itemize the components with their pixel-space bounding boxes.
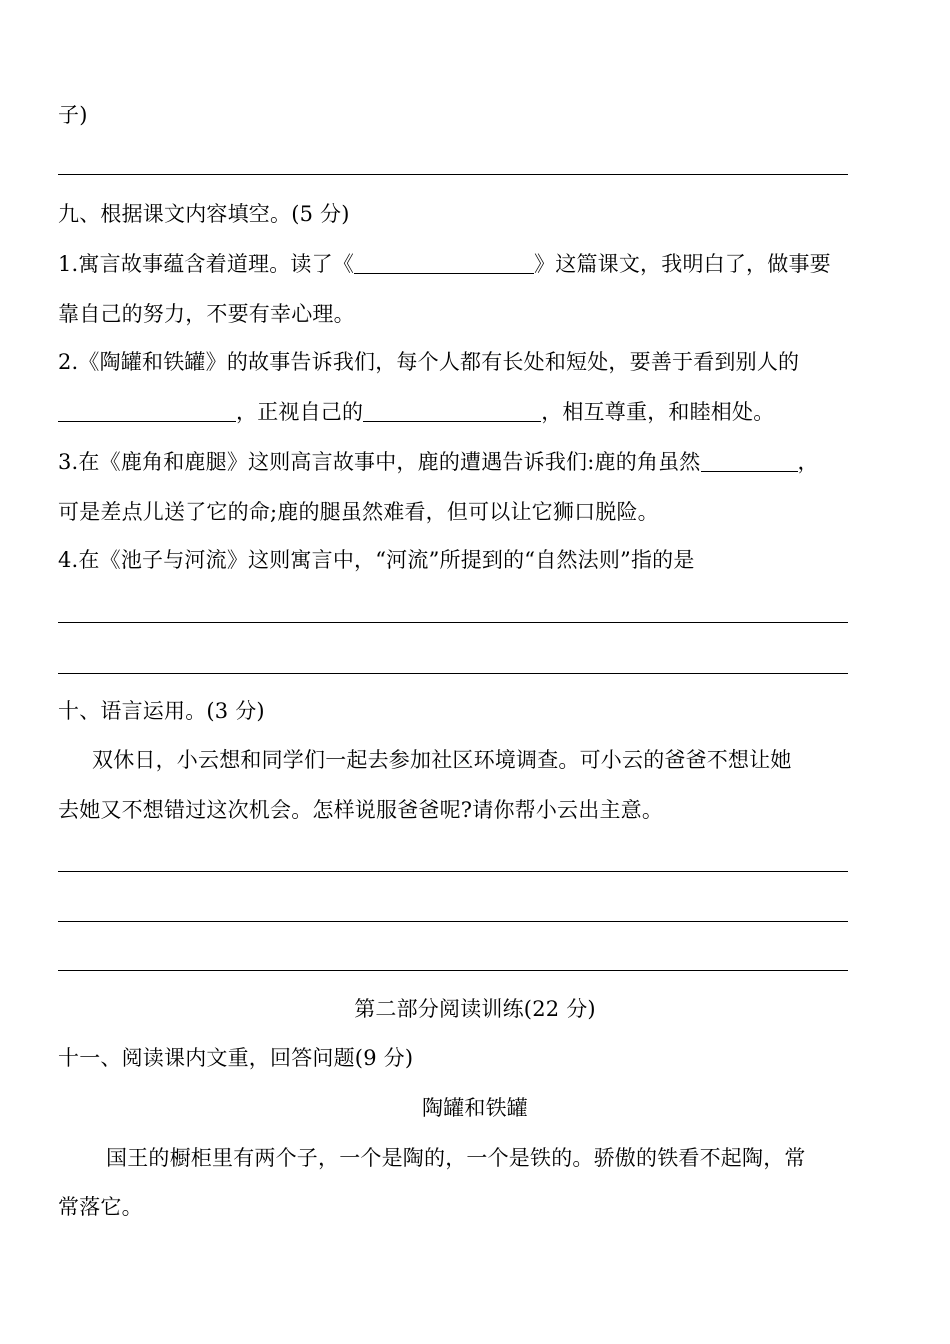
q9-item-3-line-2: 可是差点儿送了它的命;鹿的腿虽然难看，但可以让它狮口脱险。 <box>58 500 659 524</box>
section-10-title: 十、语言运用。(3 分) <box>58 699 265 723</box>
part-2-title: 第二部分阅读训练(22 分) <box>354 997 596 1021</box>
q9-item-2-text-c: ，相互尊重，和睦相处。 <box>541 400 775 424</box>
story-title: 陶罐和铁罐 <box>422 1096 528 1120</box>
fill-blank[interactable] <box>363 397 541 422</box>
q9-item-1-line-1 <box>58 249 831 279</box>
section-11-title: 十一、阅读课内文重，回答问题(9 分) <box>58 1046 414 1070</box>
section-9-title: 九、根据课文内容填空。(5 分) <box>58 202 350 226</box>
answer-line[interactable] <box>58 673 848 674</box>
q9-item-2-line-1: 2.《陶罐和铁罐》的故事告诉我们，每个人都有长处和短处，要善于看到别人的 <box>58 350 800 374</box>
answer-line <box>58 174 848 175</box>
q9-item-1-text-b: 》这篇课文，我明白了，做事要 <box>534 252 831 276</box>
answer-line[interactable] <box>58 871 848 872</box>
q9-item-3-text-b: ， <box>797 450 819 474</box>
fill-blank[interactable] <box>701 447 798 472</box>
story-paragraph-line-2: 常落它。 <box>58 1195 143 1219</box>
q9-item-3-text-a: 3.在《鹿角和鹿腿》这则高言故事中，鹿的遭遇告诉我们:鹿的角虽然 <box>58 450 701 474</box>
q9-item-1-text-a: 1.寓言故事蕴含着道理。读了《 <box>58 252 355 276</box>
q9-item-3-line-1 <box>58 447 819 477</box>
q9-item-1-line-2: 靠自己的努力，不要有幸心理。 <box>58 302 355 326</box>
story-paragraph-line-1: 国王的橱柜里有两个子，一个是陶的，一个是铁的。骄傲的铁看不起陶，常 <box>106 1146 806 1170</box>
q9-item-2-line-2 <box>58 397 774 427</box>
q10-paragraph-line-2: 去她又不想错过这次机会。怎样说服爸爸呢?请你帮小云出主意。 <box>58 798 664 822</box>
q9-item-2-text-b: ，正视自己的 <box>236 400 364 424</box>
answer-line[interactable] <box>58 921 848 922</box>
q10-paragraph-line-1: 双休日，小云想和同学们一起去参加社区环境调查。可小云的爸爸不想让她 <box>92 748 792 772</box>
q9-item-4-line-1: 4.在《池子与河流》这则寓言中，“河流”所提到的“自然法则”指的是 <box>58 548 695 572</box>
fill-blank[interactable] <box>354 249 534 274</box>
carryover-text: 子) <box>58 103 88 127</box>
fill-blank[interactable] <box>58 397 236 422</box>
answer-line[interactable] <box>58 970 848 971</box>
answer-line[interactable] <box>58 622 848 623</box>
